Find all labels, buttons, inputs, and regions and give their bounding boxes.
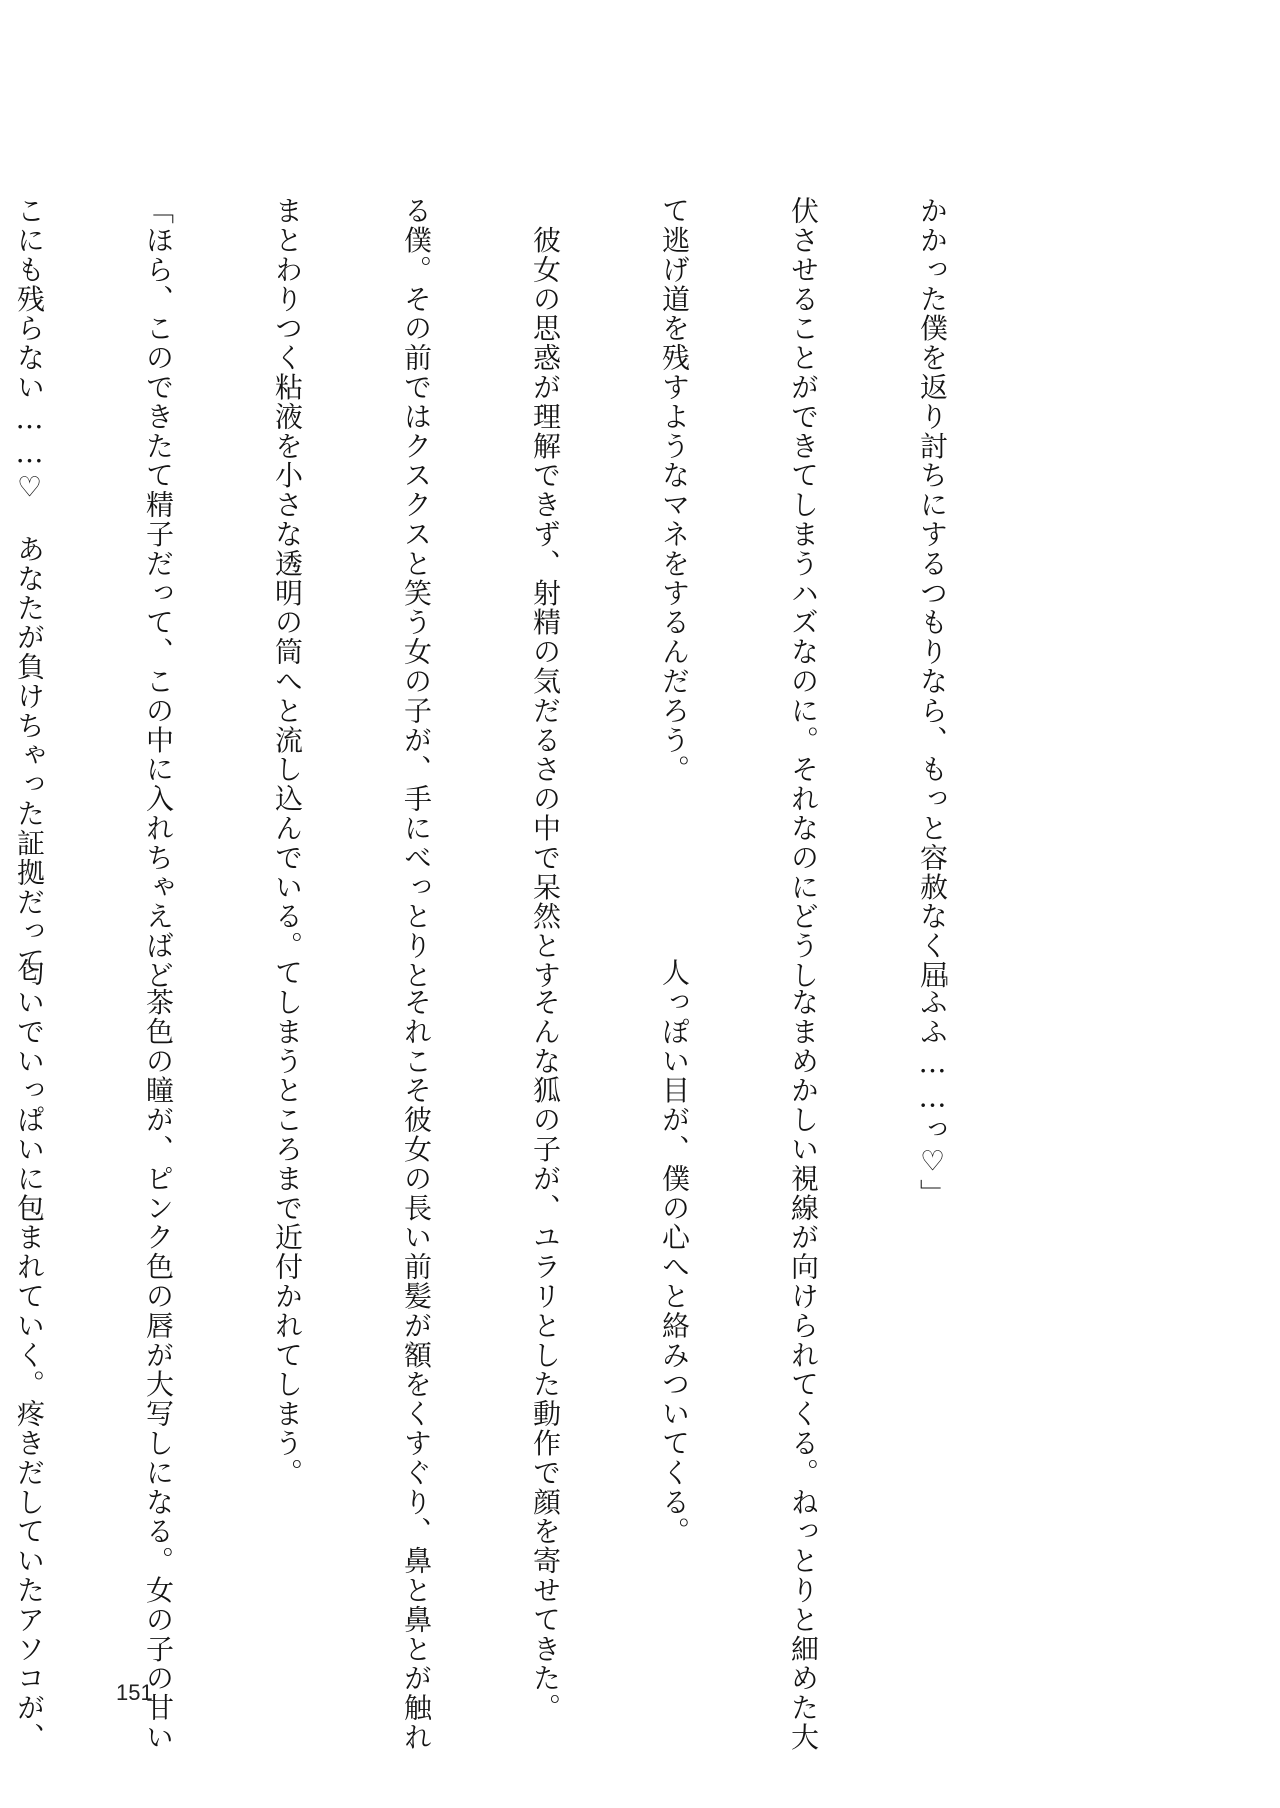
text-line: 彼女の思惑が理解できず、射精の気だるさの中で呆然とす <box>529 196 562 990</box>
text-line: 人っぽい目が、僕の心へと絡みついてくる。 <box>658 958 691 1546</box>
text-line: なまめかしい視線が向けられてくる。ねっとりと細めた大 <box>787 958 820 1752</box>
text-line: 伏させることができてしまうハズなのに。それなのにどうし <box>787 196 820 990</box>
text-line: それこそ彼女の長い前髪が額をくすぐり、鼻と鼻とが触れ <box>400 958 433 1752</box>
text-line: まとわりつく粘液を小さな透明の筒へと流し込んでいる。 <box>271 196 304 961</box>
text-line: 匂いでいっぱいに包まれていく。疼きだしていたアソコが、 <box>13 958 46 1752</box>
text-line: そんな狐の子が、ユラリとした動作で顔を寄せてきた。 <box>529 958 562 1723</box>
text-line: かかった僕を返り討ちにするつもりなら、もっと容赦なく屈 <box>916 196 949 990</box>
top-text-block <box>13 196 1040 990</box>
text-line: 茶色の瞳が、ピンク色の唇が大写しになる。女の子の甘い <box>142 958 175 1752</box>
text-line: 「ほら、このできたて精子だって、この中に入れちゃえばど <box>142 196 175 990</box>
text-line: てしまうところまで近付かれてしまう。 <box>271 958 304 1488</box>
page-number: 151 <box>116 1680 153 1705</box>
text-line: 「ふふ……っ♡」 <box>916 958 949 1209</box>
text-line: こにも残らない……♡ あなたが負けちゃった証拠だって <box>13 196 46 976</box>
text-line: て逃げ道を残すようなマネをするんだろう。 <box>658 196 691 784</box>
text-line: る僕。その前ではクスクスと笑う女の子が、手にべっとりと <box>400 196 433 990</box>
